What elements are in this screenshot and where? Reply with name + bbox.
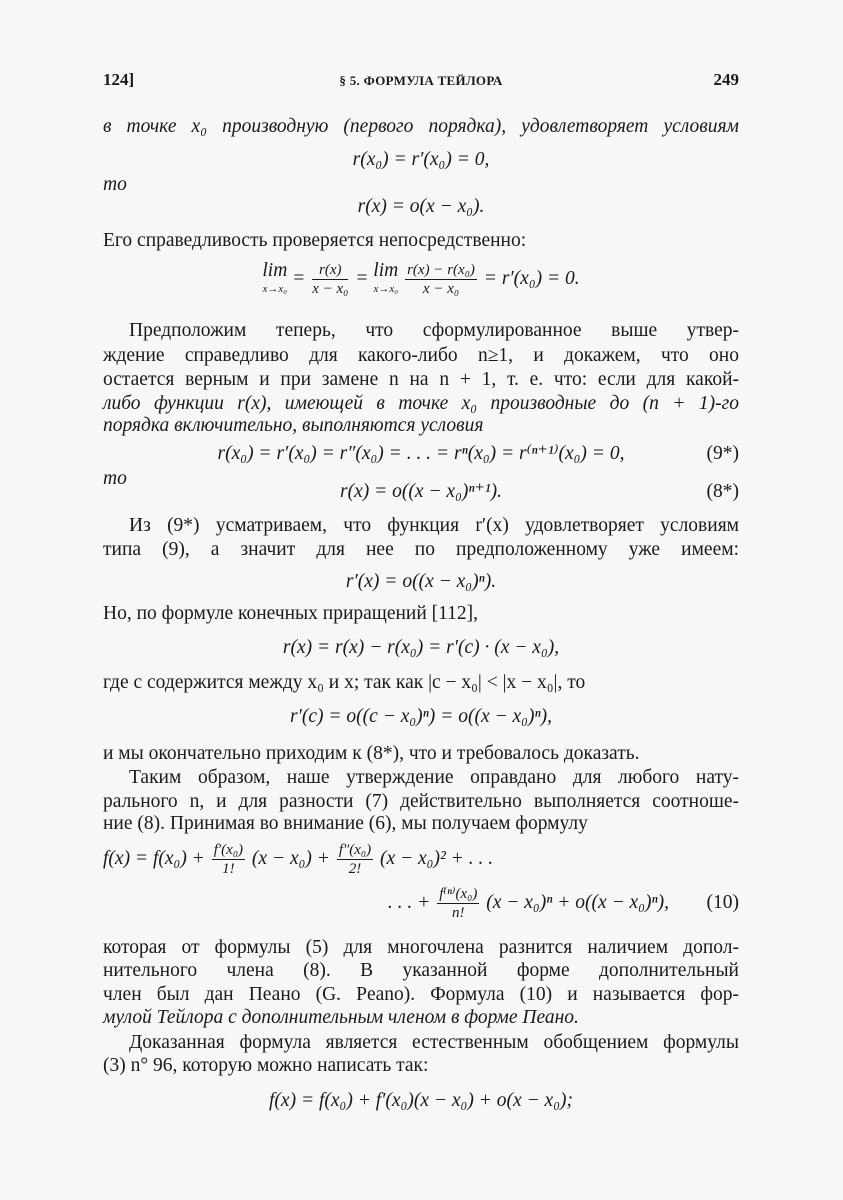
section-title: § 5. ФОРМУЛА ТЕЙЛОРА <box>339 73 503 88</box>
formula-taylor-1 <box>103 840 739 878</box>
fraction <box>212 841 245 878</box>
formula-part: (x − x₀)ⁿ + o((x − x₀)ⁿ), <box>486 892 669 913</box>
fraction <box>437 885 479 922</box>
formula-1: r(x₀) = r′(x₀) = 0, <box>352 149 490 170</box>
text-line: рального n, и для разности (7) действительно выполняется соотноше- <box>103 791 739 812</box>
text-line: нительного члена (8). В указанной форме дополнительный <box>103 960 739 981</box>
numerator: r(x) <box>312 261 348 280</box>
text-line: Доказанная формула является естественным обобщением формулы <box>129 1032 739 1053</box>
numerator: f′(x₀) <box>213 842 244 859</box>
formula-tail: = r′(x₀) = 0. <box>483 268 580 289</box>
section-number: 124] <box>103 70 135 89</box>
text-line: в точке x₀ производную (первого порядка), удовлетворяет условиям <box>103 116 739 137</box>
formula-body: r(x) = o((x − x₀)ⁿ⁺¹). <box>339 481 503 502</box>
text-line: которая от формулы (5) для многочлена разнится наличием допол- <box>103 937 739 958</box>
text-line: порядка включительно, выполняются условия <box>103 415 484 436</box>
text-line: и мы окончательно приходим к (8*), что и требовалось доказать. <box>103 743 640 764</box>
formula-taylor-2 <box>103 884 739 922</box>
text-line: ждение справедливо для какого-либо n≥1, и докажем, что оно <box>103 345 739 366</box>
denominator: 2! <box>348 861 362 878</box>
formula-6: r′(x) = o((x − x₀)ⁿ). <box>345 571 497 592</box>
formula-8star <box>103 479 739 505</box>
denominator: n! <box>452 905 465 922</box>
numerator: f⁽ⁿ⁾(x₀) <box>439 886 478 903</box>
lim-label: lim <box>373 259 399 281</box>
equation-number: (10) <box>706 892 739 913</box>
lim-sub: x→x₀ <box>262 282 288 295</box>
lim-label: lim <box>262 259 288 281</box>
limit-1 <box>262 259 288 298</box>
fraction <box>337 841 373 878</box>
text-line: Его справедливость проверяется непосредственно: <box>103 230 527 251</box>
text-line: член был дан Пеано (G. Peano). Формула (10) и называется фор- <box>103 984 739 1005</box>
formula-part: (x − x₀) + <box>251 848 330 869</box>
text-line: где c содержится между x₀ и x; так как |c − x₀| < |x − x₀|, то <box>103 672 586 693</box>
denominator: x − x₀ <box>422 281 460 298</box>
formula-part: f(x) = f(x₀) + <box>103 848 205 869</box>
text-line: либо функции r(x), имеющей в точке x₀ производные до (n + 1)-го <box>103 393 739 414</box>
numerator: r(x) − r(x₀) <box>407 262 475 279</box>
text-line: остается верным и при замене n на n + 1, т. е. что: если для какой- <box>103 369 739 390</box>
equation-number: (9*) <box>706 443 739 464</box>
text-line: (3) n° 96, которую можно написать так: <box>103 1055 429 1076</box>
text-line: то <box>103 174 127 195</box>
formula-part: (x − x₀)² + . . . <box>379 848 494 869</box>
formula-part: . . . + <box>387 892 431 913</box>
fraction <box>405 261 477 298</box>
formula-3: lim x→x₀ = $\frac{r(x)}{\text{x − x₀}}$ = lim x→x₀ $\frac{\text{r(x) − r(x₀)}}{\text{x − x₀}}$ = r′(x₀) = 0. <box>262 259 580 298</box>
denominator: x − x₀ <box>312 281 349 298</box>
text-line: ние (8). Принимая во внимание (6), мы получаем формулу <box>103 813 588 834</box>
lim-sub: x→x₀ <box>373 282 399 295</box>
text-line: мулой Тейлора с дополнительным членом в форме Пеано. <box>103 1007 579 1028</box>
text-line: Из (9*) усматриваем, что функция r′(x) удовлетворяет условиям <box>129 515 739 536</box>
numerator: f″(x₀) <box>338 842 372 859</box>
formula-11: f(x) = f(x₀) + f′(x₀)(x − x₀) + o(x − x₀); <box>269 1090 573 1111</box>
text-line: Таким образом, наше утверждение оправдано для любого нату- <box>129 767 739 788</box>
text-line: то <box>103 468 127 489</box>
text-line: типа (9), а значит для нее по предположенному уже имеем: <box>103 539 739 560</box>
formula-7: r(x) = r(x) − r(x₀) = r′(c) · (x − x₀), <box>282 637 560 658</box>
fraction <box>312 261 348 298</box>
text-line: Но, по формуле конечных приращений [112], <box>103 603 479 624</box>
page-number: 249 <box>713 70 739 89</box>
formula-2: r(x) = o(x − x₀). <box>357 196 485 217</box>
limit-2 <box>373 259 399 298</box>
formula-body: r(x₀) = r′(x₀) = r″(x₀) = . . . = rⁿ(x₀) = r⁽ⁿ⁺¹⁾(x₀) = 0, <box>217 443 625 464</box>
equation-number: (8*) <box>706 481 739 502</box>
denominator: 1! <box>222 861 235 878</box>
formula-8: r′(c) = o((c − x₀)ⁿ) = o((x − x₀)ⁿ), <box>290 706 552 727</box>
text-line: Предположим теперь, что сформулированное выше утвер- <box>129 320 739 341</box>
formula-9star <box>103 441 739 467</box>
